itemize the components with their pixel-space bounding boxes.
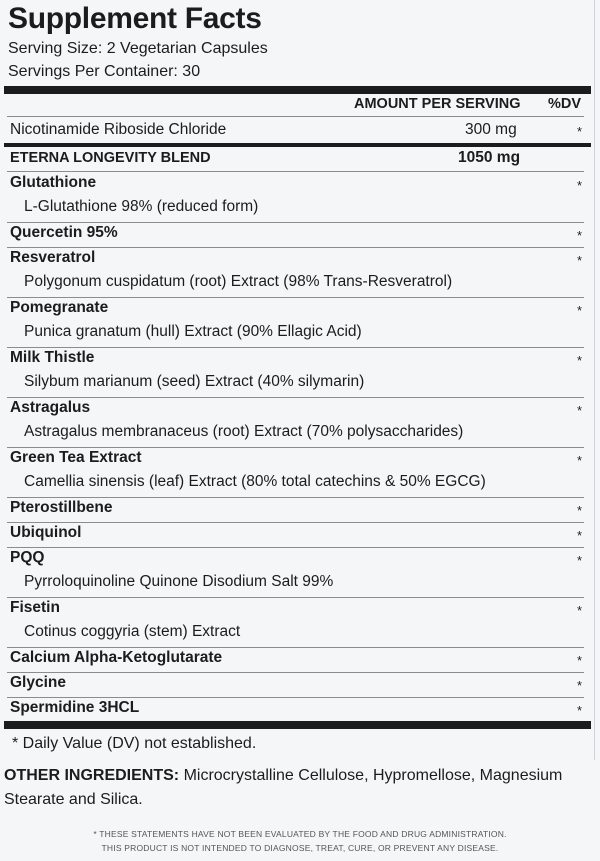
ingredient-source: Cotinus coggyria (stem) Extract: [24, 623, 241, 640]
ingredient-source: L-Glutathione 98% (reduced form): [24, 198, 259, 215]
blend-row: [10, 149, 584, 171]
ingredient-name: Quercetin 95%: [10, 224, 118, 241]
ingredient-name: PQQ: [10, 549, 45, 566]
ingredient-row: [10, 673, 584, 698]
ingredient-name: Green Tea Extract: [10, 449, 142, 466]
ingredient-dv: *: [576, 303, 582, 318]
ingredient-dv: *: [576, 403, 582, 418]
amount-header: AMOUNT PER SERVING: [354, 96, 521, 112]
divider: [7, 116, 584, 117]
ingredient-dv: *: [576, 228, 582, 243]
ingredient-row: [10, 298, 584, 348]
ingredient-row: [10, 523, 584, 548]
dv-header: %DV: [548, 96, 582, 112]
other-ingredients: [4, 764, 596, 812]
ingredient-source: Punica granatum (hull) Extract (90% Ellagic Acid): [24, 323, 362, 340]
dv-footnote: * Daily Value (DV) not established.: [12, 735, 257, 752]
ingredient-source: Camellia sinensis (leaf) Extract (80% total catechins & 50% EGCG): [24, 473, 486, 490]
ingredient-name: Milk Thistle: [10, 349, 95, 366]
ingredient-row: [10, 223, 584, 248]
ingredient-dv: *: [576, 603, 582, 618]
ingredient-dv: *: [576, 703, 582, 718]
blend-name: ETERNA LONGEVITY BLEND: [10, 150, 211, 166]
nr-name: Nicotinamide Riboside Chloride: [10, 121, 227, 138]
ingredient-dv: *: [576, 678, 582, 693]
ingredient-name: Pterostillbene: [10, 499, 113, 516]
other-ingredients-label: OTHER INGREDIENTS:: [4, 767, 180, 784]
ingredient-row: [10, 248, 584, 298]
ingredient-dv: *: [576, 653, 582, 668]
ingredient-name: Pomegranate: [10, 299, 109, 316]
ingredient-dv: *: [576, 528, 582, 543]
nr-dv: *: [576, 124, 582, 139]
ingredient-name: Spermidine 3HCL: [10, 699, 140, 716]
ingredient-name: Calcium Alpha-Ketoglutarate: [10, 649, 223, 666]
ingredient-row: [10, 348, 584, 398]
divider: [7, 171, 584, 172]
ingredient-row: [10, 398, 584, 448]
other-ingredients-text: Microcrystalline Cellulose, Hypromellose, Magnesium Stearate and Silica.: [4, 767, 563, 808]
ingredient-source: Pyrroloquinoline Quinone Disodium Salt 99%: [24, 573, 334, 590]
ingredient-row: [10, 698, 584, 723]
thick-divider: [4, 721, 591, 729]
ingredient-dv: *: [576, 553, 582, 568]
disclaimer-line-1: * THESE STATEMENTS HAVE NOT BEEN EVALUATED BY THE FOOD AND DRUG ADMINISTRATION.: [93, 829, 507, 839]
ingredient-dv: *: [576, 178, 582, 193]
ingredient-row: [10, 548, 584, 598]
ingredient-dv: *: [576, 503, 582, 518]
ingredient-dv: *: [576, 453, 582, 468]
ingredient-source: Silybum marianum (seed) Extract (40% silymarin): [24, 373, 365, 390]
serving-size: Serving Size: 2 Vegetarian Capsules: [8, 40, 268, 57]
panel-title: Supplement Facts: [8, 2, 262, 35]
servings-per-container: Servings Per Container: 30: [8, 63, 201, 80]
ingredient-source: Astragalus membranaceus (root) Extract (70% polysaccharides): [24, 423, 464, 440]
fda-disclaimer: [0, 827, 600, 855]
blend-amount: 1050 mg: [458, 149, 521, 166]
ingredient-row: [10, 598, 584, 648]
ingredient-dv: *: [576, 353, 582, 368]
ingredient-row: [10, 173, 584, 223]
ingredient-name: Ubiquinol: [10, 524, 82, 541]
ingredient-name: Glycine: [10, 674, 66, 691]
nr-amount: 300 mg: [465, 121, 517, 138]
ingredient-row: [10, 648, 584, 673]
nr-row: [10, 121, 584, 143]
ingredient-dv: *: [576, 253, 582, 268]
disclaimer-line-2: THIS PRODUCT IS NOT INTENDED TO DIAGNOSE, TREAT, CURE, OR PREVENT ANY DISEASE.: [101, 843, 499, 853]
ingredient-name: Astragalus: [10, 399, 91, 416]
ingredient-name: Resveratrol: [10, 249, 96, 266]
ingredient-source: Polygonum cuspidatum (root) Extract (98% Trans-Resveratrol): [24, 273, 453, 290]
ingredient-row: [10, 448, 584, 498]
thick-divider: [4, 86, 591, 94]
ingredient-name: Fisetin: [10, 599, 60, 616]
blend-divider: [4, 143, 591, 147]
ingredient-row: [10, 498, 584, 523]
ingredient-name: Glutathione: [10, 174, 97, 191]
